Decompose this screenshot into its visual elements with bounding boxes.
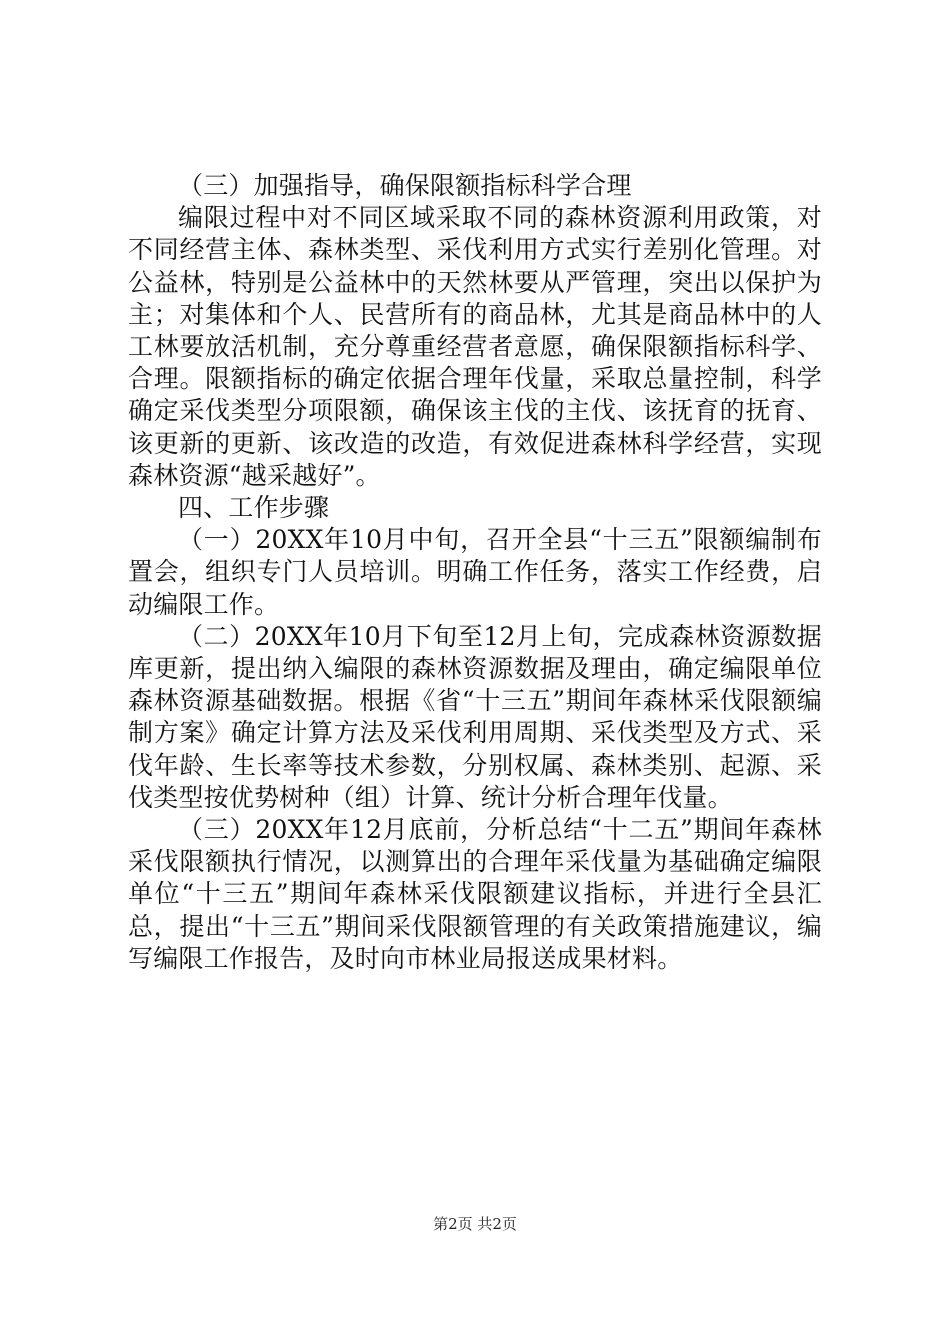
page-number-footer: 第2页 共2页 [433,1215,517,1233]
body-paragraph: （二）20XX年10月下旬至12月上旬，完成森林资源数据库更新，提出纳入编限的森林资源数据及理由，确定编限单位森林资源基础数据。根据《省“十三五”期间年森林采伐限额编制方案》确定计算方法及采伐利用周期、采伐类型及方式、采伐年龄、生长率等技术参数，分别权属、森林类别、起源、采伐类型按优势树种（组）计算、统计分析合理年伐量。 [128,621,822,812]
section-heading-work-steps: 四、工作步骤 [178,493,330,523]
body-paragraph: （三）20XX年12月底前，分析总结“十二五”期间年森林采伐限额执行情况，以测算出的合理年采伐量为基础确定编限单位“十三五”期间年森林采伐限额建议指标，并进行全县汇总，提出“十三五”期间采伐限额管理的有关政策措施建议，编写编限工作报告，及时向市林业局报送成果材料。 [128,815,822,973]
body-paragraph: （一）20XX年10月中旬，召开全县“十三五”限额编制布置会，组织专门人员培训。明确工作任务，落实工作经费，启动编限工作。 [128,525,822,619]
section-heading-guidance: （三）加强指导，确保限额指标科学合理 [178,171,632,200]
body-paragraph: 编限过程中对不同区域采取不同的森林资源利用政策，对不同经营主体、森林类型、采伐利用方式实行差别化管理。对公益林，特别是公益林中的天然林要从严管理，突出以保护为主；对集体和个人、民营所有的商品林，尤其是商品林中的人工林要放活机制，充分尊重经营者意愿，确保限额指标科学、合理。限额指标的确定依据合理年伐量，采取总量控制，科学确定采伐类型分项限额，确保该主伐的主伐、该抚育的抚育、该更新的更新、该改造的改造，有效促进森林科学经营，实现森林资源“越采越好”。 [128,203,822,490]
document-body [128,170,822,975]
